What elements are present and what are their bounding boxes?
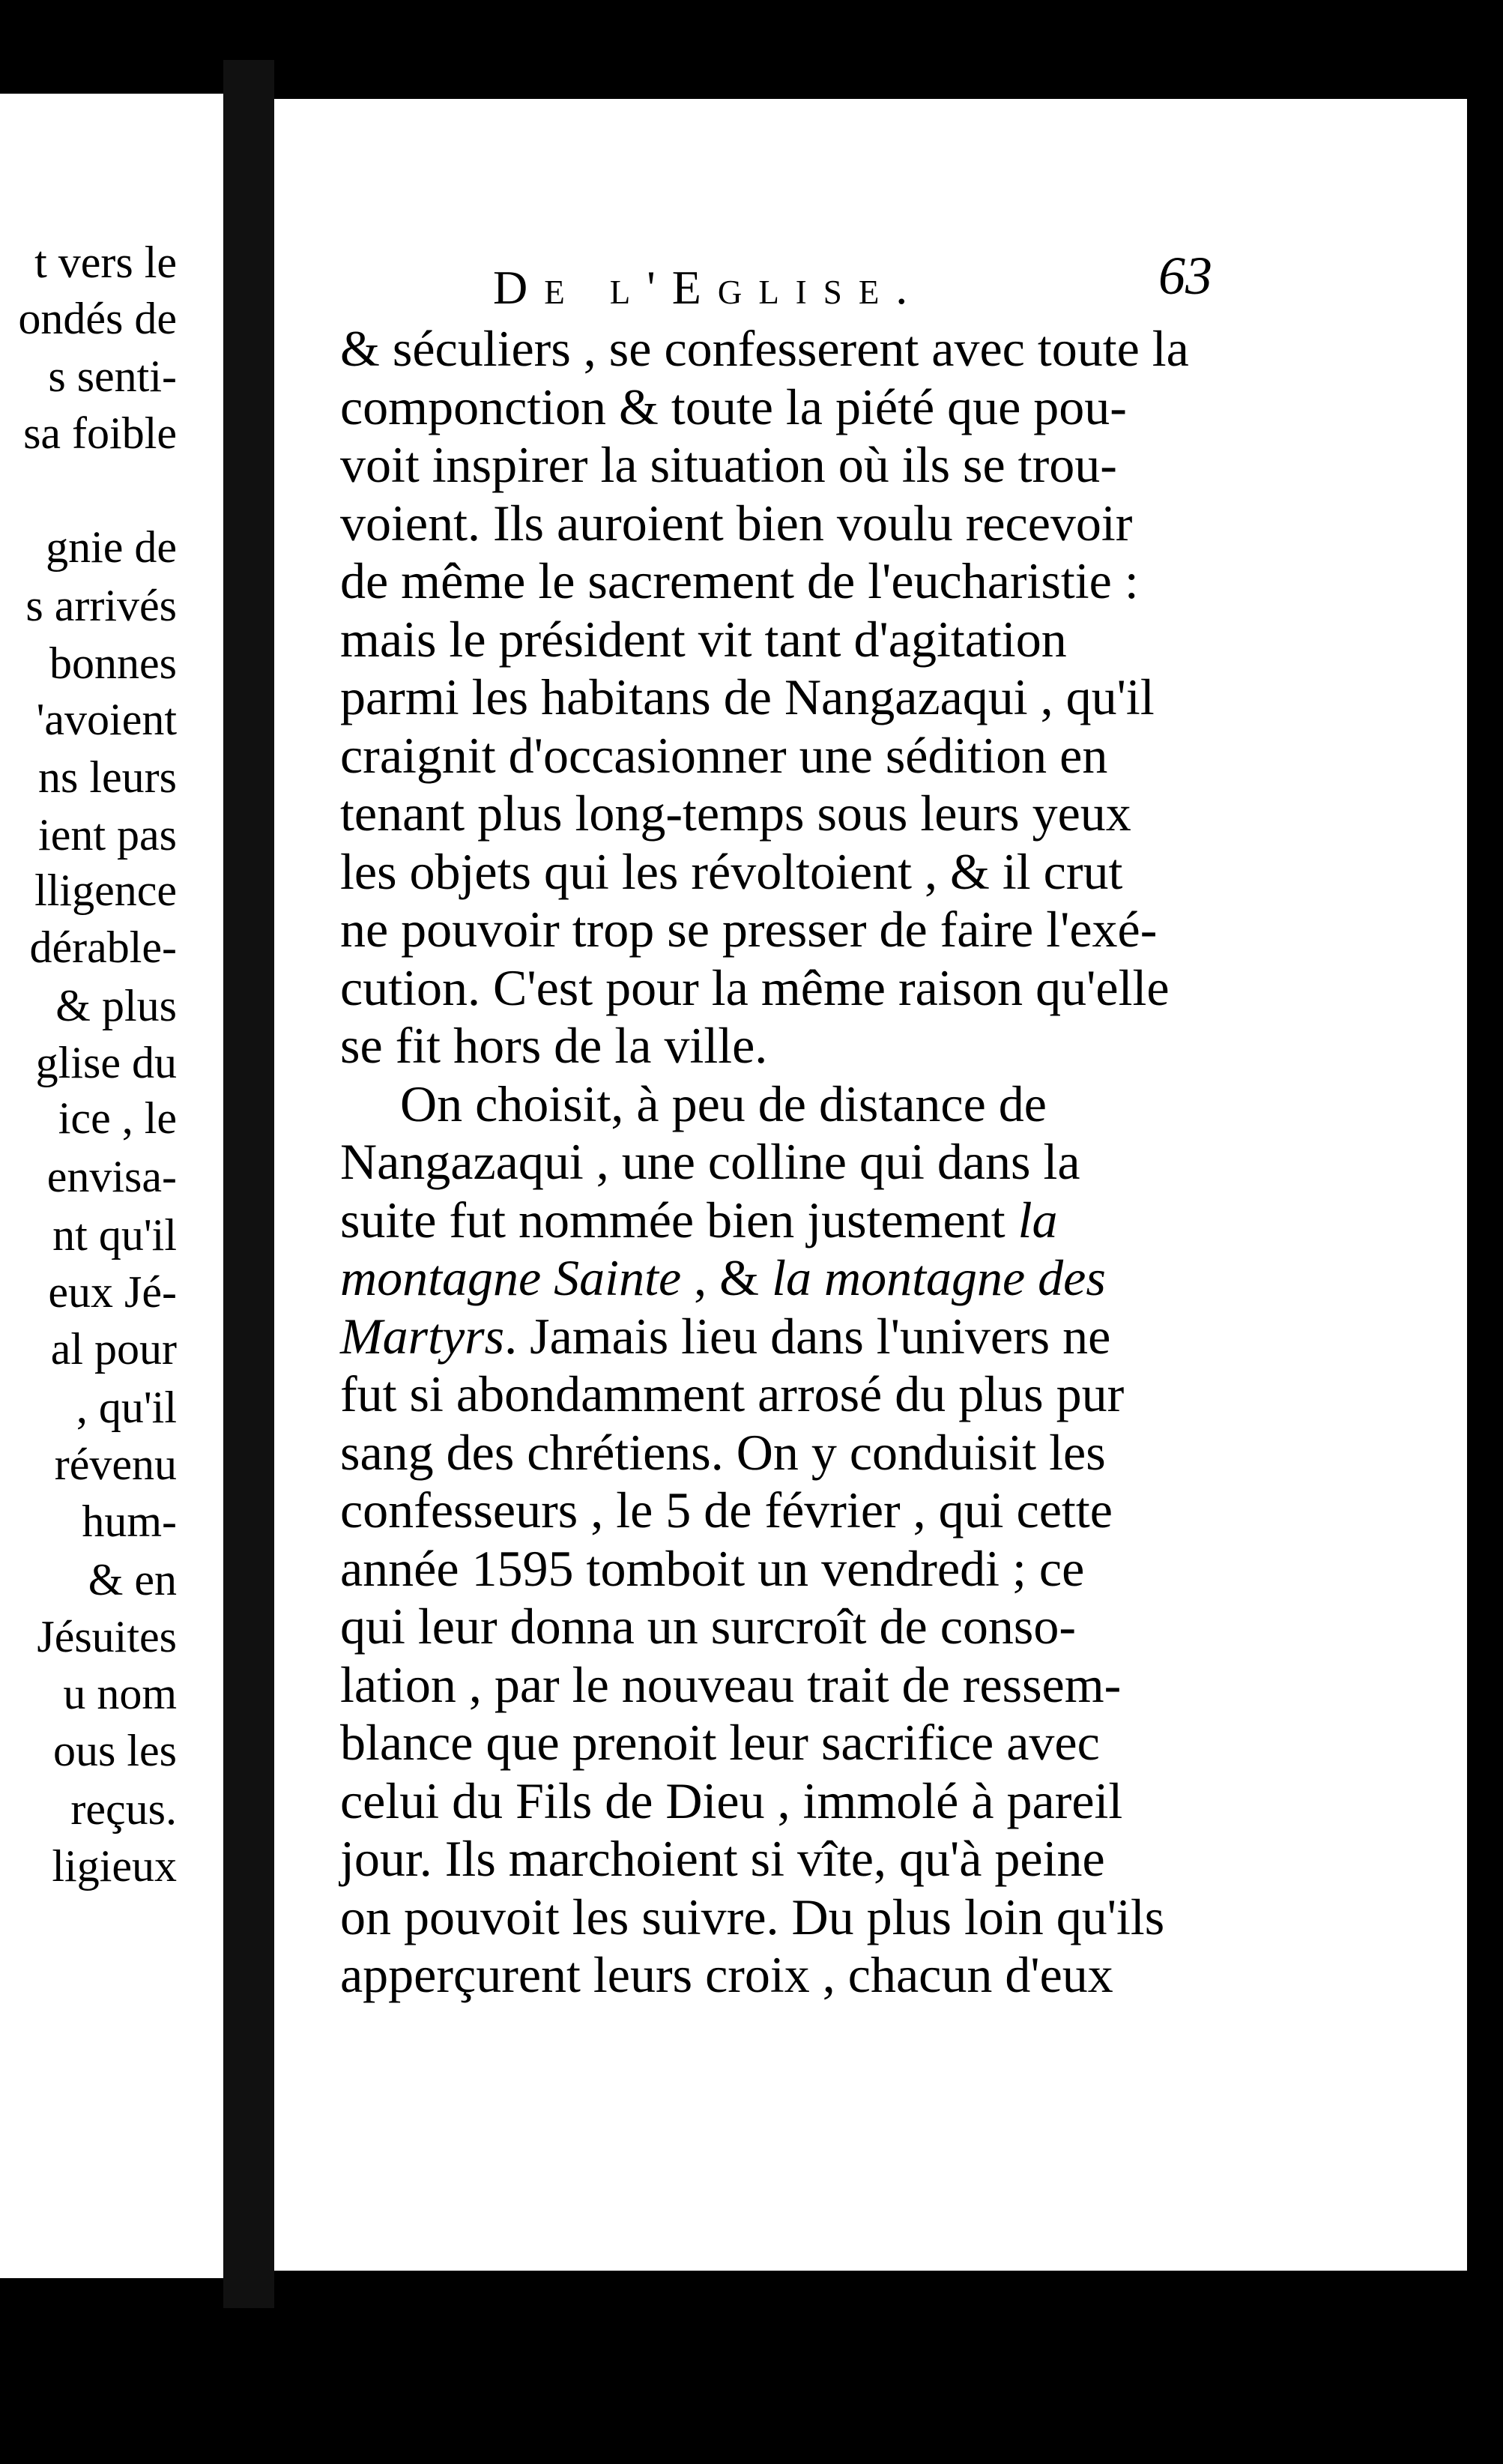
right-page [274,99,1467,2271]
italic-run: Martyrs [340,1307,505,1365]
text-line: on pouvoit les suivre. Du plus loin qu'ils [340,1888,1165,1945]
left-page-line: ligieux [52,1841,177,1891]
text-line: qui leur donna un surcroît de conso- [340,1598,1076,1655]
left-page-line: t vers le [34,238,177,287]
text-line: les objets qui les révoltoient , & il crut [340,842,1123,900]
text-line [340,1308,1464,1366]
left-page-line: 'avoient [36,695,177,744]
left-page-line: bonnes [49,638,177,688]
text-line: craignit d'occasionner une sédition en [340,726,1108,784]
italic-run: la [1017,1191,1058,1248]
text-line: jour. Ils marchoient si vîte, qu'à peine [340,1830,1105,1887]
text-line [340,1249,1464,1308]
left-page-line: sa foible [23,408,177,458]
left-page-fragment [0,94,223,2278]
text-line: se fit hors de la ville. [340,1017,768,1074]
text-line: celui du Fils de Dieu , immolé à pareil [340,1772,1123,1829]
left-page-line: eux Jé- [48,1267,177,1317]
left-page-line: envisa- [46,1152,177,1201]
text-line: blance que prenoit leur sacrifice avec [340,1714,1100,1771]
text-line: mais le président vit tant d'agitation [340,610,1067,668]
left-page-line: ondés de [18,294,177,343]
text-line: Nangazaqui , une colline qui dans la [340,1133,1080,1190]
text-line: & séculiers , se confesserent avec toute la [340,320,1189,377]
left-page-line: nt qu'il [52,1210,177,1260]
paragraph-2 [340,1075,1464,2005]
left-page-line: ice , le [58,1093,177,1143]
text-line: cution. C'est pour la même raison qu'elle [340,958,1170,1016]
text-line: componction & toute la piété que pou- [340,378,1127,435]
running-head: De l'Eglise. [493,261,925,314]
left-page-line: & en [88,1555,177,1604]
text-line: On choisit, à peu de distance de [400,1075,1047,1132]
text-line: lation , par le nouveau trait de ressem- [340,1655,1122,1713]
text-line: ne pouvoir trop se presser de faire l'exé- [340,901,1158,958]
italic-run: montagne Sainte [340,1249,682,1306]
text-line: voit inspirer la situation où ils se trou- [340,436,1117,493]
left-page-line: & plus [55,981,177,1030]
text-line: de même le sacrement de l'eucharistie : [340,552,1139,609]
paragraph-2-rest [340,1365,1464,2005]
text-line [340,1192,1464,1250]
paragraph-1 [340,320,1464,1075]
left-page-line: gnie de [46,522,177,572]
left-page-line: dérable- [29,923,177,972]
text-line: fut si abondamment arrosé du plus pur [340,1365,1125,1422]
left-page-line: glise du [35,1038,177,1087]
text-line: confesseurs , le 5 de février , qui cette [340,1482,1113,1539]
left-page-line: , qu'il [76,1383,177,1432]
left-page-line: ns leurs [38,752,177,802]
page-header [274,246,1467,327]
left-page-line: Jésuites [37,1612,177,1661]
page-number: 63 [1158,246,1212,306]
left-page-line: s senti- [48,351,177,401]
body-text [340,320,1464,2005]
text-line: apperçurent leurs croix , chacun d'eux [340,1946,1113,2003]
text-line: parmi les habitans de Nangazaqui , qu'il [340,668,1155,725]
italic-run: la montagne des [772,1249,1106,1306]
text-line: tenant plus long-temps sous leurs yeux [340,785,1131,842]
left-page-line: reçus. [70,1784,177,1834]
left-page-line: hum- [82,1497,177,1546]
text-line: année 1595 tomboit un vendredi ; ce [340,1539,1085,1597]
left-page-line: u nom [63,1669,177,1718]
text-line: sang des chrétiens. On y conduisit les [340,1423,1106,1481]
text-run: , & [681,1249,772,1306]
left-page-line: al pour [50,1324,177,1374]
text-run: . Jamais lieu dans l'univers ne [504,1307,1111,1365]
left-page-line: lligence [34,866,177,915]
left-page-line: ient pas [38,810,177,860]
left-page-line: ous les [53,1726,177,1775]
book-gutter [223,60,274,2308]
text-run: suite fut nommée bien justement [340,1191,1018,1248]
left-page-line: révenu [54,1440,177,1489]
text-line: voient. Ils auroient bien voulu recevoir [340,494,1133,552]
left-page-line: s arrivés [25,581,177,630]
